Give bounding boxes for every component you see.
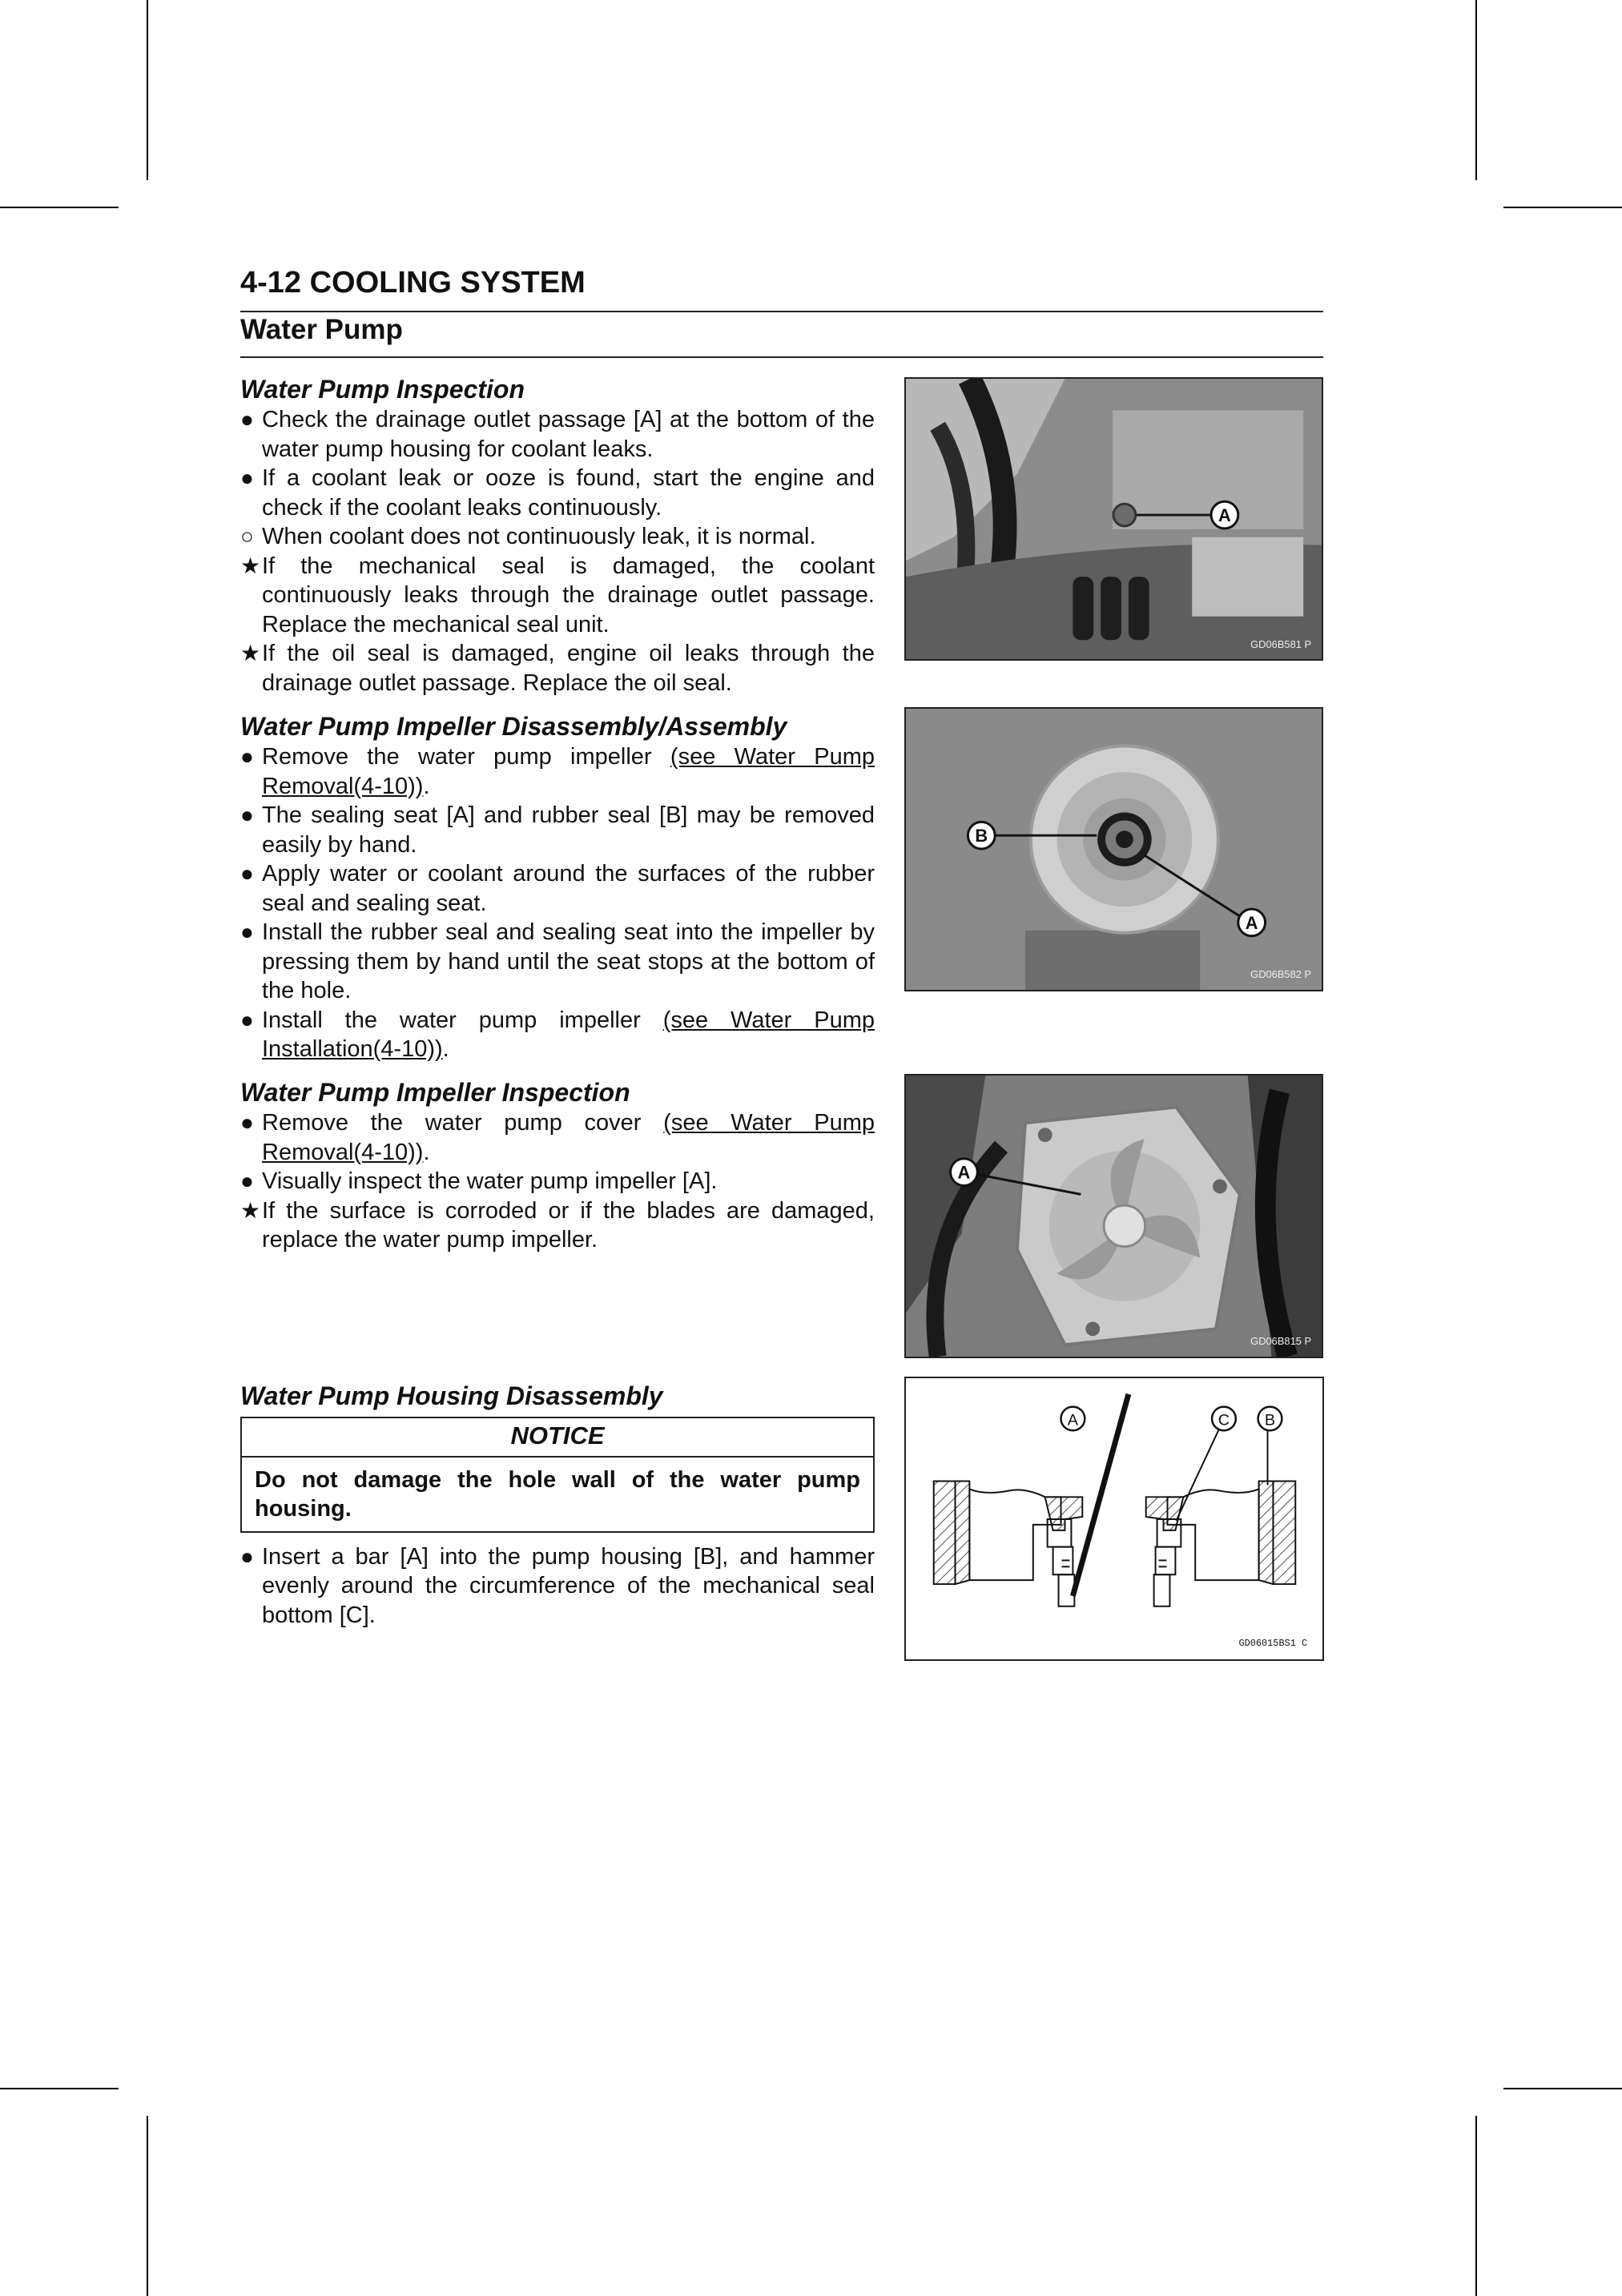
figure-code: GD06B581 P <box>1250 638 1312 651</box>
bullet-icon: ● <box>240 1543 254 1569</box>
callout-a: A <box>957 1162 971 1183</box>
crop-mark <box>1475 0 1477 180</box>
impeller-photo <box>904 1074 1323 1358</box>
crop-mark <box>1503 207 1622 208</box>
item-text-end: . <box>442 1036 449 1062</box>
cross-reference-link[interactable]: (see Water Pump Installation(4-10)) <box>262 1007 875 1062</box>
figure-code: GD06B815 P <box>1250 1335 1312 1348</box>
bullet-icon: ● <box>240 919 254 944</box>
crop-mark <box>0 207 119 208</box>
notice-title: NOTICE <box>242 1418 873 1458</box>
impeller-assembly-heading: Water Pump Impeller Disassembly/Assembly <box>240 712 787 741</box>
item-text: If the mechanical seal is damaged, the coolant continuously leaks through the drainage outlet passage. Replace the mechanical seal unit. <box>262 553 875 637</box>
item-text: Visually inspect the water pump impeller [A]. <box>262 1168 718 1194</box>
section-rule <box>240 356 1323 358</box>
item-text: Remove the water pump cover <box>262 1110 664 1136</box>
list-item <box>240 1542 875 1631</box>
list-item <box>240 639 875 698</box>
crop-mark <box>0 2088 119 2089</box>
circle-icon: ○ <box>240 524 254 549</box>
bullet-icon: ● <box>240 1168 254 1193</box>
bullet-icon: ● <box>240 407 254 432</box>
item-text: Insert a bar [A] into the pump housing [B], and hammer evenly around the circumference of the mechanical seal bottom [C]. <box>262 1543 875 1628</box>
list-item <box>240 522 875 552</box>
drainage-outlet-photo <box>904 377 1323 661</box>
callout-a: A <box>1067 1411 1079 1429</box>
item-text-end: . <box>423 773 430 799</box>
impeller-seal-photo <box>904 707 1323 991</box>
list-item <box>240 918 875 1006</box>
page-header-title: 4-12 COOLING SYSTEM <box>240 266 586 300</box>
crop-mark <box>1503 2088 1622 2089</box>
figure-code: GD06015BS1 C <box>1238 1638 1308 1650</box>
callout-a: A <box>1218 505 1231 525</box>
notice-text: Do not damage the hole wall of the water pump housing. <box>255 1466 860 1522</box>
section-title: Water Pump <box>240 314 403 345</box>
item-text: Apply water or coolant around the surfaces of the rubber seal and sealing seat. <box>262 861 875 916</box>
list-item <box>240 859 875 918</box>
housing-disassembly-section <box>240 1380 875 1630</box>
impeller-assembly-section <box>240 710 875 1064</box>
list-item <box>240 464 875 522</box>
star-icon: ★ <box>240 1197 261 1223</box>
bullet-icon: ● <box>240 802 254 827</box>
item-text: Install the rubber seal and sealing seat into the impeller by pressing them by hand until the seat stops at the bottom of the hole. <box>262 919 875 1003</box>
item-text: If a coolant leak or ooze is found, start the engine and check if the coolant leaks continuously. <box>262 465 875 521</box>
bullet-icon: ● <box>240 744 254 769</box>
cross-reference-link[interactable]: (see Water Pump Removal(4-10)) <box>262 744 875 799</box>
bullet-icon: ● <box>240 1007 254 1032</box>
item-text-end: . <box>423 1139 430 1165</box>
item-text: Remove the water pump impeller <box>262 744 670 770</box>
bullet-icon: ● <box>240 465 254 490</box>
list-item <box>240 552 875 640</box>
inspection-section <box>240 373 875 698</box>
bullet-icon: ● <box>240 861 254 886</box>
list-item <box>240 1196 875 1255</box>
notice-box <box>240 1417 875 1533</box>
list-item <box>240 1108 875 1167</box>
impeller-inspection-section <box>240 1076 875 1255</box>
item-text: If the oil seal is damaged, engine oil leaks through the drainage outlet passage. Replace the oil seal. <box>262 641 875 696</box>
list-item <box>240 801 875 859</box>
bullet-icon: ● <box>240 1110 254 1135</box>
impeller-inspection-heading: Water Pump Impeller Inspection <box>240 1078 630 1107</box>
list-item <box>240 742 875 801</box>
callout-b: B <box>1264 1411 1276 1429</box>
figure-code: GD06B582 P <box>1250 968 1312 981</box>
crop-mark <box>1475 2116 1477 2296</box>
housing-diagram <box>904 1377 1324 1661</box>
item-text: Install the water pump impeller <box>262 1007 663 1033</box>
star-icon: ★ <box>240 553 261 578</box>
callout-b: B <box>975 826 988 846</box>
item-text: The sealing seat [A] and rubber seal [B] may be removed easily by hand. <box>262 802 875 858</box>
header-rule <box>240 311 1323 312</box>
list-item <box>240 1006 875 1064</box>
list-item <box>240 405 875 464</box>
star-icon: ★ <box>240 641 261 665</box>
inspection-heading: Water Pump Inspection <box>240 375 525 404</box>
crop-mark <box>147 2116 148 2296</box>
callout-a: A <box>1245 912 1258 933</box>
housing-disassembly-heading: Water Pump Housing Disassembly <box>240 1381 663 1410</box>
item-text: When coolant does not continuously leak, it is normal. <box>262 524 816 549</box>
cross-reference-link[interactable]: (see Water Pump Removal(4-10)) <box>262 1110 875 1165</box>
callout-c: C <box>1218 1411 1230 1429</box>
item-text: If the surface is corroded or if the blades are damaged, replace the water pump impeller. <box>262 1197 875 1253</box>
crop-mark <box>147 0 148 180</box>
list-item <box>240 1167 875 1196</box>
item-text: Check the drainage outlet passage [A] at the bottom of the water pump housing for coolant leaks. <box>262 407 875 462</box>
